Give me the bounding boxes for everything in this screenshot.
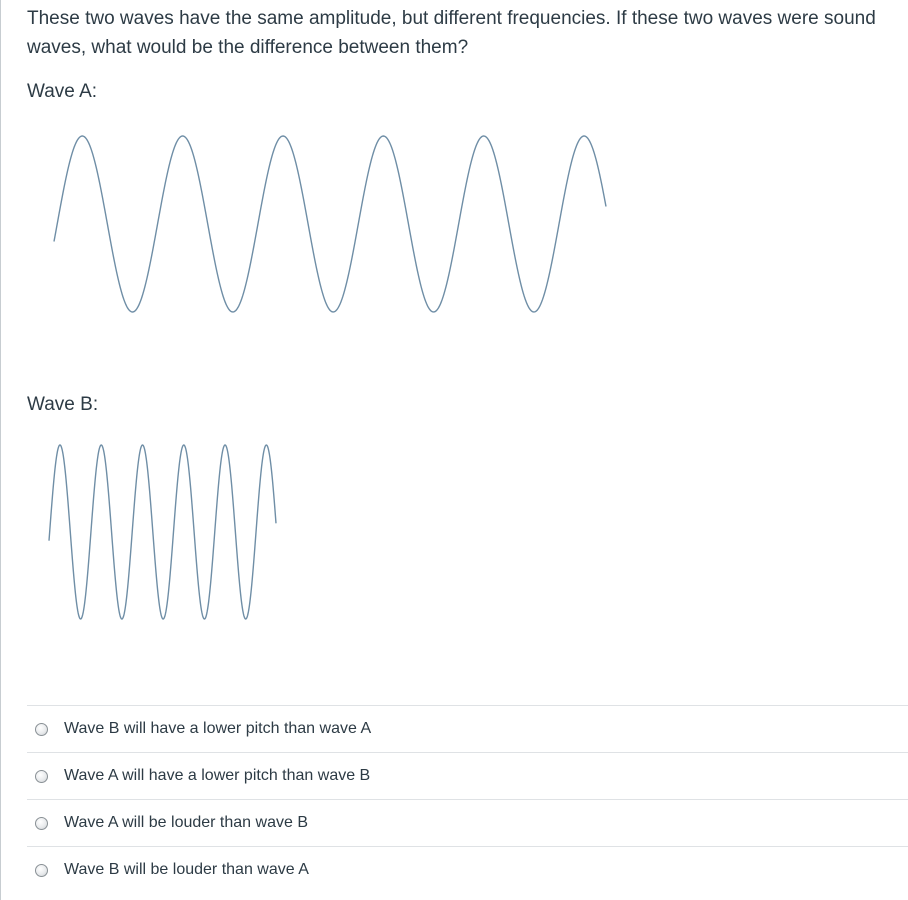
- radio-button[interactable]: [35, 770, 48, 783]
- answer-option-label: Wave A will be louder than wave B: [64, 814, 308, 831]
- answer-option[interactable]: [27, 846, 908, 893]
- wave-a-label: Wave A:: [27, 81, 98, 102]
- wave-b-label: Wave B:: [27, 394, 99, 415]
- answer-option[interactable]: [27, 752, 908, 799]
- radio-button[interactable]: [35, 864, 48, 877]
- question-text: These two waves have the same amplitude, but different frequencies. If these two waves were sound waves, what would be the difference between them?: [27, 8, 876, 58]
- answer-option-label: Wave B will be louder than wave A: [64, 861, 309, 878]
- radio-button[interactable]: [35, 817, 48, 830]
- answer-option-label: Wave B will have a lower pitch than wave A: [64, 720, 372, 737]
- wave-b-curve: [49, 445, 276, 619]
- answer-options: [27, 705, 908, 893]
- answer-option-label: Wave A will have a lower pitch than wave B: [64, 767, 371, 784]
- answer-option[interactable]: [27, 799, 908, 846]
- radio-button[interactable]: [35, 723, 48, 736]
- answer-option[interactable]: [27, 705, 908, 752]
